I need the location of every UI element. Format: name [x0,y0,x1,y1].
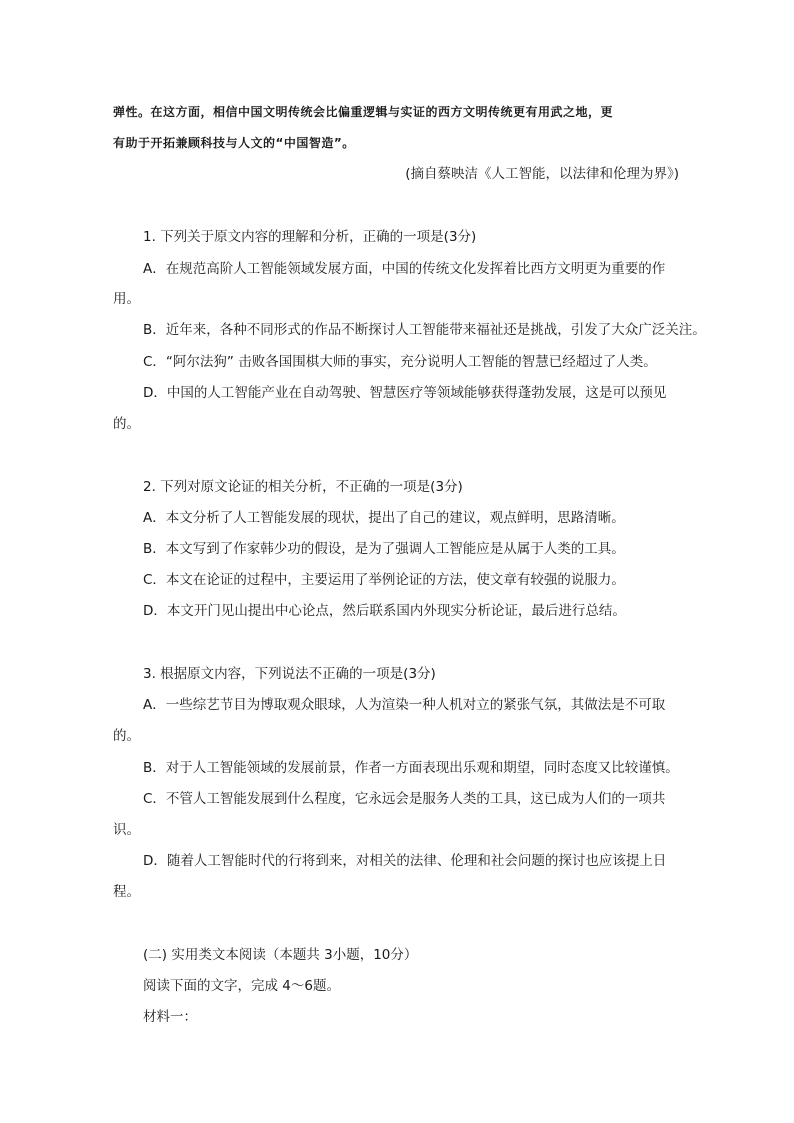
intro-line-2: 有助于开拓兼顾科技与人文的“中国智造”。 [113,136,355,150]
q3-option-d: D．随着人工智能时代的行将到来，对相关的法律、伦理和社会问题的探讨也应该提上日 [143,853,667,869]
q2-option-b: B．本文写到了作家韩少功的假设，是为了强调人工智能应是从属于人类的工具。 [143,541,625,557]
q3-option-a: A．一些综艺节目为博取观众眼球，人为渲染一种人机对立的紧张气氛，其做法是不可取 [143,697,666,713]
q1-option-a: A．在规范高阶人工智能领域发展方面，中国的传统文化发挥着比西方文明更为重要的作 [143,261,666,277]
q3-option-b: B．对于人工智能领域的发展前景，作者一方面表现出乐观和期望，同时态度又比较谨慎。 [143,760,679,776]
q3-option-c: C．不管人工智能发展到什么程度，它永远会是服务人类的工具，这已成为人们的一项共 [143,791,666,807]
q3-option-d-cont: 程。 [113,884,140,900]
intro-line-1: 弹性。在这方面，相信中国文明传统会比偏重逻辑与实证的西方文明传统更有用武之地，更 [113,105,614,119]
source-citation: (摘自蔡映洁《人工智能，以法律和伦理为界》) [405,166,679,182]
q3-option-a-cont: 的。 [113,728,140,744]
q2-option-c: C．本文在论证的过程中，主要运用了举例论证的方法，使文章有较强的说服力。 [143,572,625,588]
q1-option-a-cont: 用。 [113,291,140,307]
q1-option-c: C．“阿尔法狗” 击败各国围棋大师的事实，充分说明人工智能的智慧已经超过了人类。 [143,354,657,370]
section2-heading: (二) 实用类文本阅读（本题共 3小题，10分） [143,947,418,963]
q1-option-b: B．近年来，各种不同形式的作品不断探讨人工智能带来福祉还是挑战，引发了大众广泛关注。 [143,322,706,338]
q2-stem: 2. 下列对原文论证的相关分析，不正确的一项是(3分) [143,479,463,495]
q2-option-d: D．本文开门见山提出中心论点，然后联系国内外现实分析论证，最后进行总结。 [143,603,626,619]
q1-option-d: D．中国的人工智能产业在自动驾驶、智慧医疗等领域能够获得蓬勃发展，这是可以预见 [143,385,667,401]
q3-option-c-cont: 识。 [113,822,140,838]
q2-option-a: A．本文分析了人工智能发展的现状，提出了自己的建议，观点鲜明，思路清晰。 [143,510,625,526]
material-one-label: 材料一： [143,1009,197,1025]
section2-instruction: 阅读下面的文字，完成 4～6题。 [143,978,340,994]
q3-stem: 3. 根据原文内容，下列说法不正确的一项是(3分) [143,666,436,682]
q1-option-d-cont: 的。 [113,416,140,432]
q1-stem: 1. 下列关于原文内容的理解和分析，正确的一项是(3分) [143,229,477,245]
